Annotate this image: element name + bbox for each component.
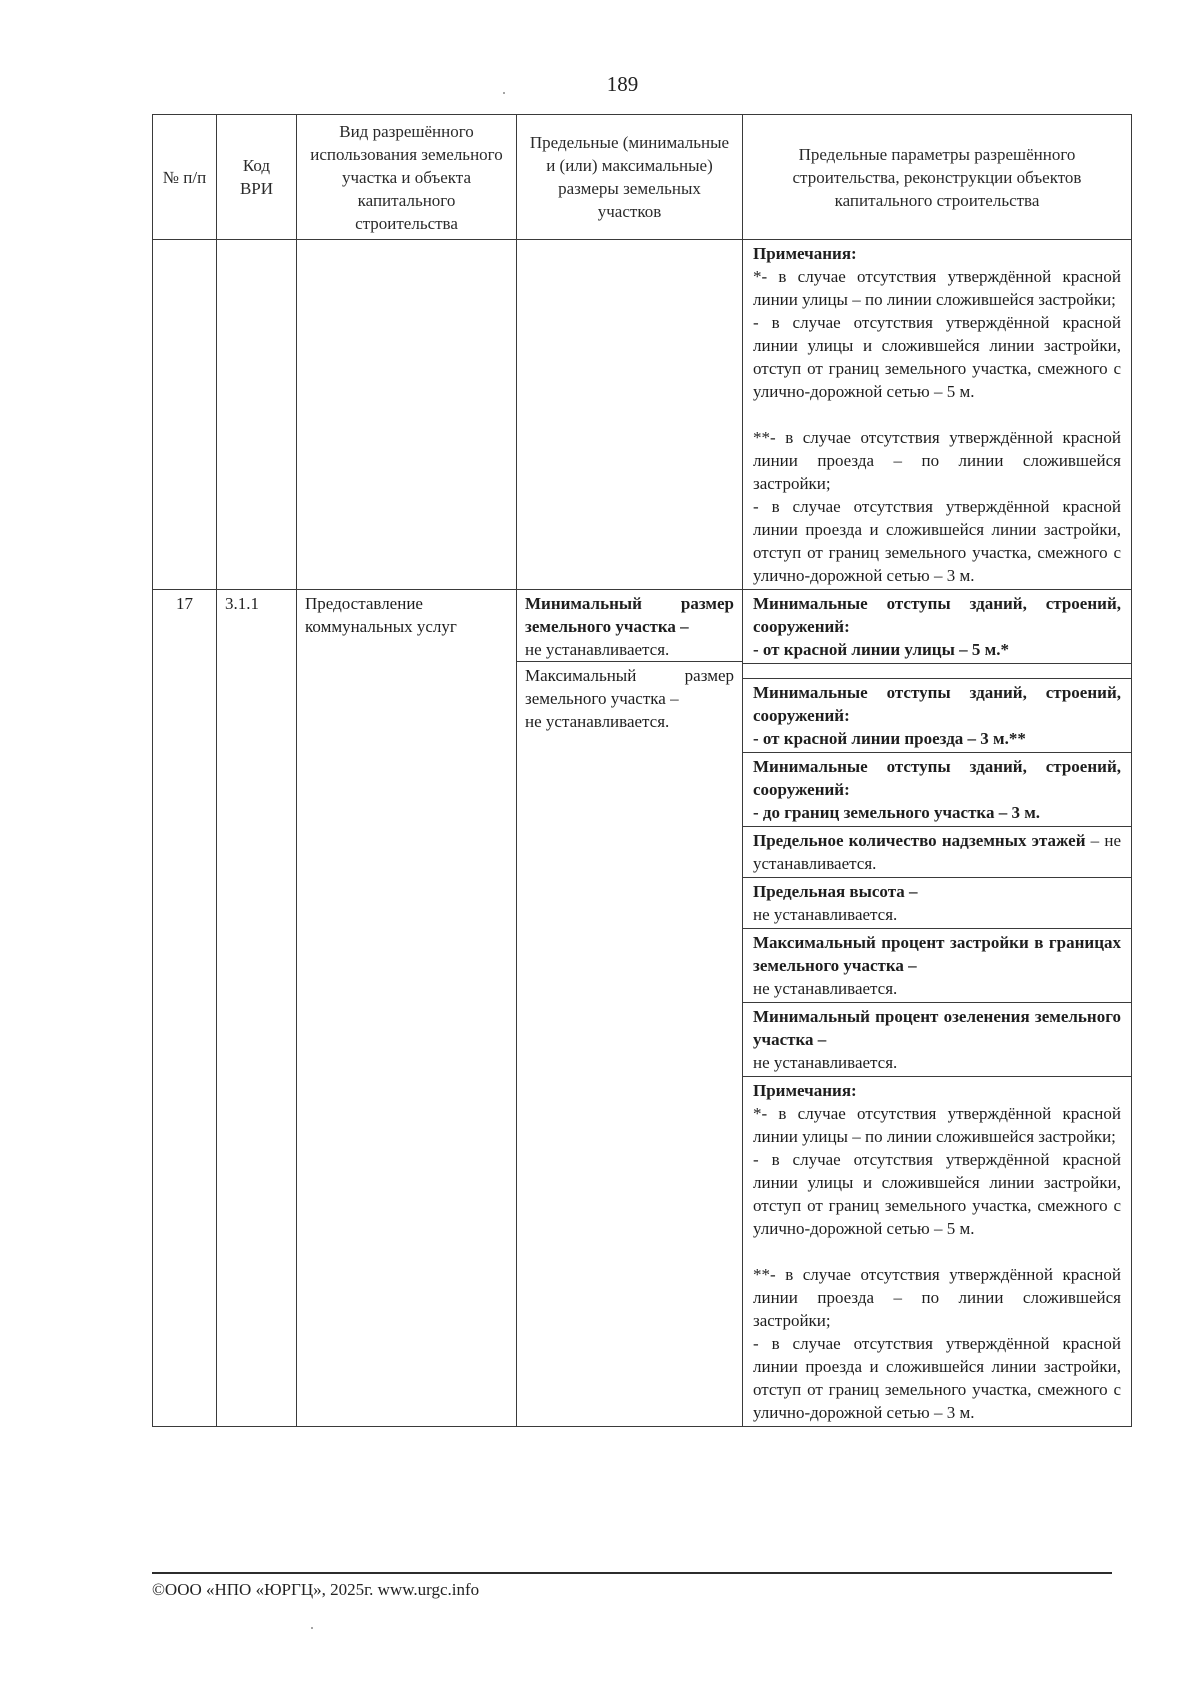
max-size-label: Максимальный размер земельного участка –: [525, 666, 734, 708]
note-line: *- в случае отсутствия утверждённой красной линии улицы – по линии сложившейся застройки;: [753, 267, 1121, 309]
param-item: [743, 753, 1131, 827]
note-line: - в случае отсутствия утверждённой красной линии улицы и сложившейся линии застройки, отступ от границ земельного участка, смежного с улично-дорожной сетью – 5 м.: [753, 313, 1121, 401]
param-bold-value: - до границ земельного участка – 3 м.: [753, 803, 1041, 822]
param-item: [743, 1003, 1131, 1077]
param-bold-value: - от красной линии улицы – 5 м.*: [753, 640, 1009, 659]
header-num: № п/п: [153, 115, 217, 240]
notes-title: Примечания:: [753, 244, 857, 263]
note-line: - в случае отсутствия утверждённой красной линии проезда и сложившейся линии застройки, отступ от границ земельного участка, смежного с улично-дорожной сетью – 3 м.: [753, 1334, 1121, 1422]
min-size-value: не устанавливается.: [525, 640, 670, 659]
continued-notes-cell: [743, 240, 1132, 590]
param-item: [743, 929, 1131, 1003]
cell-empty-vri: [297, 240, 517, 590]
note-line: *- в случае отсутствия утверждённой красной линии улицы – по линии сложившейся застройки;: [753, 1104, 1121, 1146]
param-bold: Предельное количество надземных этажей: [753, 831, 1086, 850]
param-bold: Предельная высота –: [753, 882, 918, 901]
param-bold: Минимальные отступы зданий, строений, сооружений:: [753, 757, 1121, 799]
header-code: Код ВРИ: [217, 115, 297, 240]
max-size: [517, 661, 742, 735]
note-line: **- в случае отсутствия утверждённой красной линии проезда – по линии сложившейся застройки;: [753, 428, 1121, 493]
note-gap: [753, 1240, 1121, 1263]
param-bold: Минимальные отступы зданий, строений, сооружений:: [753, 683, 1121, 725]
row-code: 3.1.1: [217, 590, 297, 1427]
cell-empty-code: [217, 240, 297, 590]
page-number: 189: [606, 72, 639, 96]
param-plain: не устанавливается.: [753, 905, 898, 924]
max-size-value: не устанавливается.: [525, 712, 670, 731]
row-number: 17: [153, 590, 217, 1427]
cell-empty-num: [153, 240, 217, 590]
row17-notes: [743, 1077, 1131, 1426]
param-item: [743, 878, 1131, 929]
header-sizes: Предельные (минимальные и (или) максимальные) размеры земельных участков: [517, 115, 743, 240]
table-row-17: [153, 590, 1132, 1427]
param-plain: не устанавливается.: [753, 1053, 898, 1072]
table-row-continued: [153, 240, 1132, 590]
param-item: [743, 590, 1131, 664]
footer-divider: [152, 1572, 1112, 1574]
param-item: [743, 827, 1131, 878]
note-line: - в случае отсутствия утверждённой красной линии проезда и сложившейся линии застройки, отступ от границ земельного участка, смежного с улично-дорожной сетью – 3 м.: [753, 497, 1121, 585]
header-params: Предельные параметры разрешённого строительства, реконструкции объектов капитального строительства: [743, 115, 1132, 240]
min-size-label: Минимальный размер земельного участка –: [525, 594, 734, 636]
table-header-row: [153, 115, 1132, 240]
header-vri: Вид разрешённого использования земельного участка и объекта капитального строительства: [297, 115, 517, 240]
param-bold: Минимальный процент озеленения земельного участка –: [753, 1007, 1121, 1049]
scan-speck: [503, 92, 505, 94]
regulations-table: [152, 114, 1132, 1427]
footer-copyright: ©ООО «НПО «ЮРГЦ», 2025г. www.urgc.info: [152, 1580, 480, 1599]
note-gap: [753, 403, 1121, 426]
note-line: - в случае отсутствия утверждённой красной линии улицы и сложившейся линии застройки, отступ от границ земельного участка, смежного с улично-дорожной сетью – 5 м.: [753, 1150, 1121, 1238]
param-bold: Максимальный процент застройки в границах земельного участка –: [753, 933, 1121, 975]
cell-empty-sizes: [517, 240, 743, 590]
param-bold: Минимальные отступы зданий, строений, сооружений:: [753, 594, 1121, 636]
param-plain: – не устанавливается.: [753, 831, 1121, 873]
row-vri: Предоставление коммунальных услуг: [297, 590, 517, 1427]
param-item: [743, 678, 1131, 753]
min-size: [525, 592, 734, 661]
row-params: [743, 590, 1132, 1427]
scan-speck: [311, 1627, 313, 1629]
param-plain: не устанавливается.: [753, 979, 898, 998]
param-bold-value: - от красной линии проезда – 3 м.**: [753, 729, 1026, 748]
notes-title: Примечания:: [753, 1081, 857, 1100]
row-sizes: [517, 590, 743, 1427]
note-line: **- в случае отсутствия утверждённой красной линии проезда – по линии сложившейся застройки;: [753, 1265, 1121, 1330]
